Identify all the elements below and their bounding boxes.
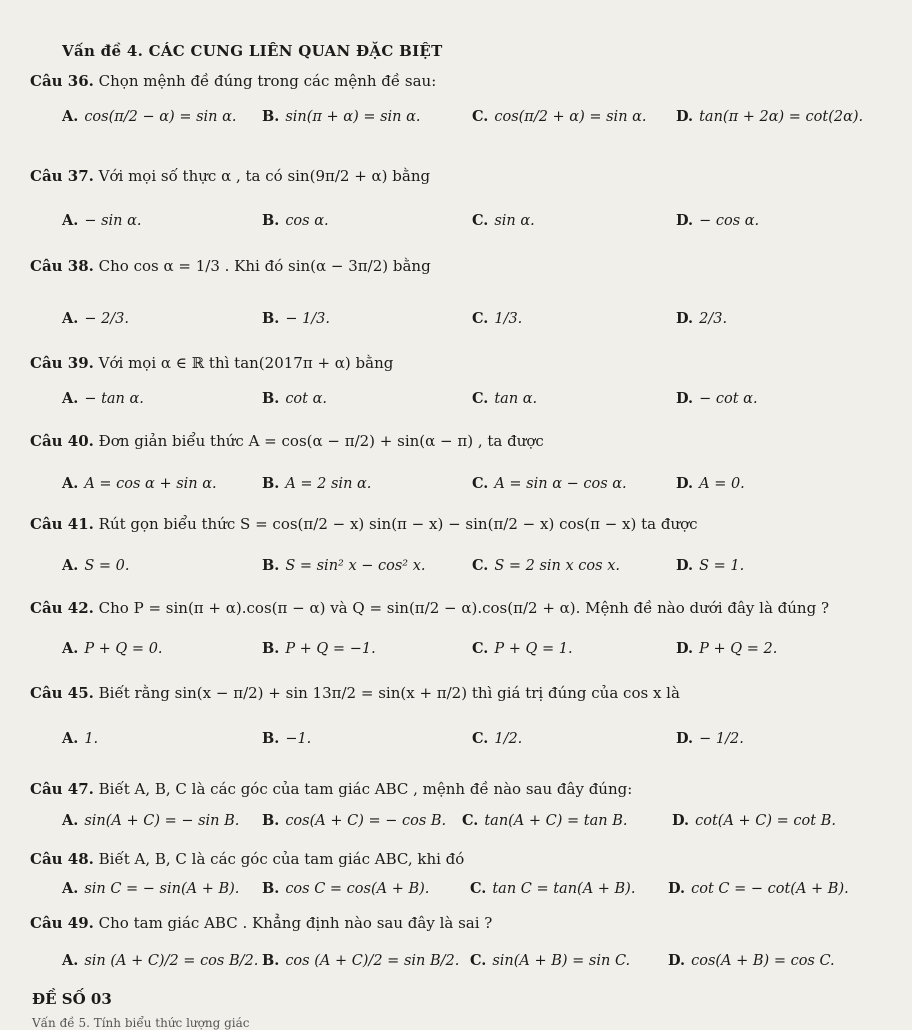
- question-45: [0, 682, 912, 722]
- option-c[interactable]: C. S = 2 sin x cos x.: [472, 557, 620, 574]
- option-a[interactable]: A. − tan α.: [62, 390, 144, 407]
- option-c[interactable]: C. A = sin α − cos α.: [472, 475, 627, 492]
- option-c[interactable]: C. tan(A + C) = tan B.: [462, 812, 628, 829]
- option-c[interactable]: C. P + Q = 1.: [472, 640, 573, 657]
- option-d[interactable]: D. 2/3.: [676, 310, 728, 327]
- question-text: Câu 48. Biết A, B, C là các góc của tam giác ABC, khi đó: [30, 850, 465, 868]
- option-d[interactable]: D. − cos α.: [676, 212, 760, 229]
- question-text: Câu 37. Với mọi số thực α , ta có sin(9π/2 + α) bằng: [30, 167, 431, 185]
- option-b[interactable]: B. P + Q = −1.: [262, 640, 376, 657]
- options-38: [0, 310, 912, 350]
- option-c[interactable]: C. sin(A + B) = sin C.: [470, 952, 631, 969]
- question-text: Câu 38. Cho cos α = 1/3 . Khi đó sin(α − 3π/2) bằng: [30, 257, 431, 275]
- question-40: [0, 430, 912, 470]
- option-a[interactable]: A. 1.: [62, 730, 99, 747]
- options-47: [0, 812, 912, 852]
- option-b[interactable]: B. − 1/3.: [262, 310, 331, 327]
- option-d[interactable]: D. cot C = − cot(A + B).: [668, 880, 849, 897]
- option-c[interactable]: C. tan C = tan(A + B).: [470, 880, 636, 897]
- question-41: [0, 513, 912, 553]
- options-42: [0, 640, 912, 680]
- option-c[interactable]: C. 1/2.: [472, 730, 523, 747]
- option-a[interactable]: A. sin(A + C) = − sin B.: [62, 812, 240, 829]
- option-c[interactable]: C. cos(π/2 + α) = sin α.: [472, 108, 647, 125]
- option-d[interactable]: D. tan(π + 2α) = cot(2α).: [676, 108, 864, 125]
- option-a[interactable]: A. cos(π/2 − α) = sin α.: [62, 108, 237, 125]
- question-text: Câu 40. Đơn giản biểu thức A = cos(α − π/2) + sin(α − π) , ta được: [30, 432, 544, 450]
- options-40: [0, 475, 912, 515]
- option-a[interactable]: A. − sin α.: [62, 212, 142, 229]
- option-a[interactable]: A. S = 0.: [62, 557, 130, 574]
- question-37: [0, 165, 912, 205]
- option-a[interactable]: A. − 2/3.: [62, 310, 130, 327]
- option-a[interactable]: A. P + Q = 0.: [62, 640, 163, 657]
- option-d[interactable]: D. cot(A + C) = cot B.: [672, 812, 836, 829]
- option-b[interactable]: B. A = 2 sin α.: [262, 475, 372, 492]
- options-41: [0, 557, 912, 597]
- options-49: [0, 952, 912, 992]
- question-36: [0, 70, 912, 110]
- next-section-title-cut: Vấn đề 5. Tính biểu thức lượng giác: [32, 1016, 250, 1030]
- question-text: Câu 49. Cho tam giác ABC . Khẳng định nào sau đây là sai ?: [30, 914, 493, 932]
- option-b[interactable]: B. S = sin² x − cos² x.: [262, 557, 426, 574]
- question-text: Câu 45. Biết rằng sin(x − π/2) + sin 13π/2 = sin(x + π/2) thì giá trị đúng của cos x là: [30, 684, 680, 702]
- option-c[interactable]: C. tan α.: [472, 390, 538, 407]
- question-text: Câu 36. Chọn mệnh đề đúng trong các mệnh đề sau:: [30, 72, 437, 90]
- option-c[interactable]: C. 1/3.: [472, 310, 523, 327]
- option-b[interactable]: B. cos(A + C) = − cos B.: [262, 812, 447, 829]
- question-38: [0, 255, 912, 295]
- option-d[interactable]: D. cos(A + B) = cos C.: [668, 952, 835, 969]
- question-text: Câu 47. Biết A, B, C là các góc của tam giác ABC , mệnh đề nào sau đây đúng:: [30, 780, 633, 798]
- options-37: [0, 212, 912, 252]
- option-d[interactable]: D. S = 1.: [676, 557, 745, 574]
- question-text: Câu 41. Rút gọn biểu thức S = cos(π/2 − x) sin(π − x) − sin(π/2 − x) cos(π − x) ta được: [30, 515, 698, 533]
- option-a[interactable]: A. sin (A + C)/2 = cos B/2.: [62, 952, 259, 969]
- question-42: [0, 597, 912, 637]
- option-d[interactable]: D. − 1/2.: [676, 730, 744, 747]
- options-39: [0, 390, 912, 430]
- option-d[interactable]: D. P + Q = 2.: [676, 640, 778, 657]
- question-text: Câu 42. Cho P = sin(π + α).cos(π − α) và Q = sin(π/2 − α).cos(π/2 + α). Mệnh đề nào dưới đây là đúng ?: [30, 599, 829, 617]
- option-b[interactable]: B. cos C = cos(A + B).: [262, 880, 430, 897]
- option-c[interactable]: C. sin α.: [472, 212, 535, 229]
- options-45: [0, 730, 912, 770]
- option-a[interactable]: A. sin C = − sin(A + B).: [62, 880, 240, 897]
- option-b[interactable]: B. cos (A + C)/2 = sin B/2.: [262, 952, 460, 969]
- options-36: [0, 108, 912, 148]
- option-b[interactable]: B. −1.: [262, 730, 312, 747]
- question-49: [0, 912, 912, 952]
- option-d[interactable]: D. − cot α.: [676, 390, 758, 407]
- option-b[interactable]: B. cot α.: [262, 390, 327, 407]
- section-footer: ĐỀ SỐ 03: [32, 990, 112, 1008]
- question-39: [0, 352, 912, 392]
- option-d[interactable]: D. A = 0.: [676, 475, 745, 492]
- option-b[interactable]: B. sin(π + α) = sin α.: [262, 108, 421, 125]
- section-title: Vấn đề 4. CÁC CUNG LIÊN QUAN ĐẶC BIỆT: [62, 42, 443, 60]
- option-a[interactable]: A. A = cos α + sin α.: [62, 475, 217, 492]
- question-text: Câu 39. Với mọi α ∈ ℝ thì tan(2017π + α) bằng: [30, 354, 394, 372]
- option-b[interactable]: B. cos α.: [262, 212, 329, 229]
